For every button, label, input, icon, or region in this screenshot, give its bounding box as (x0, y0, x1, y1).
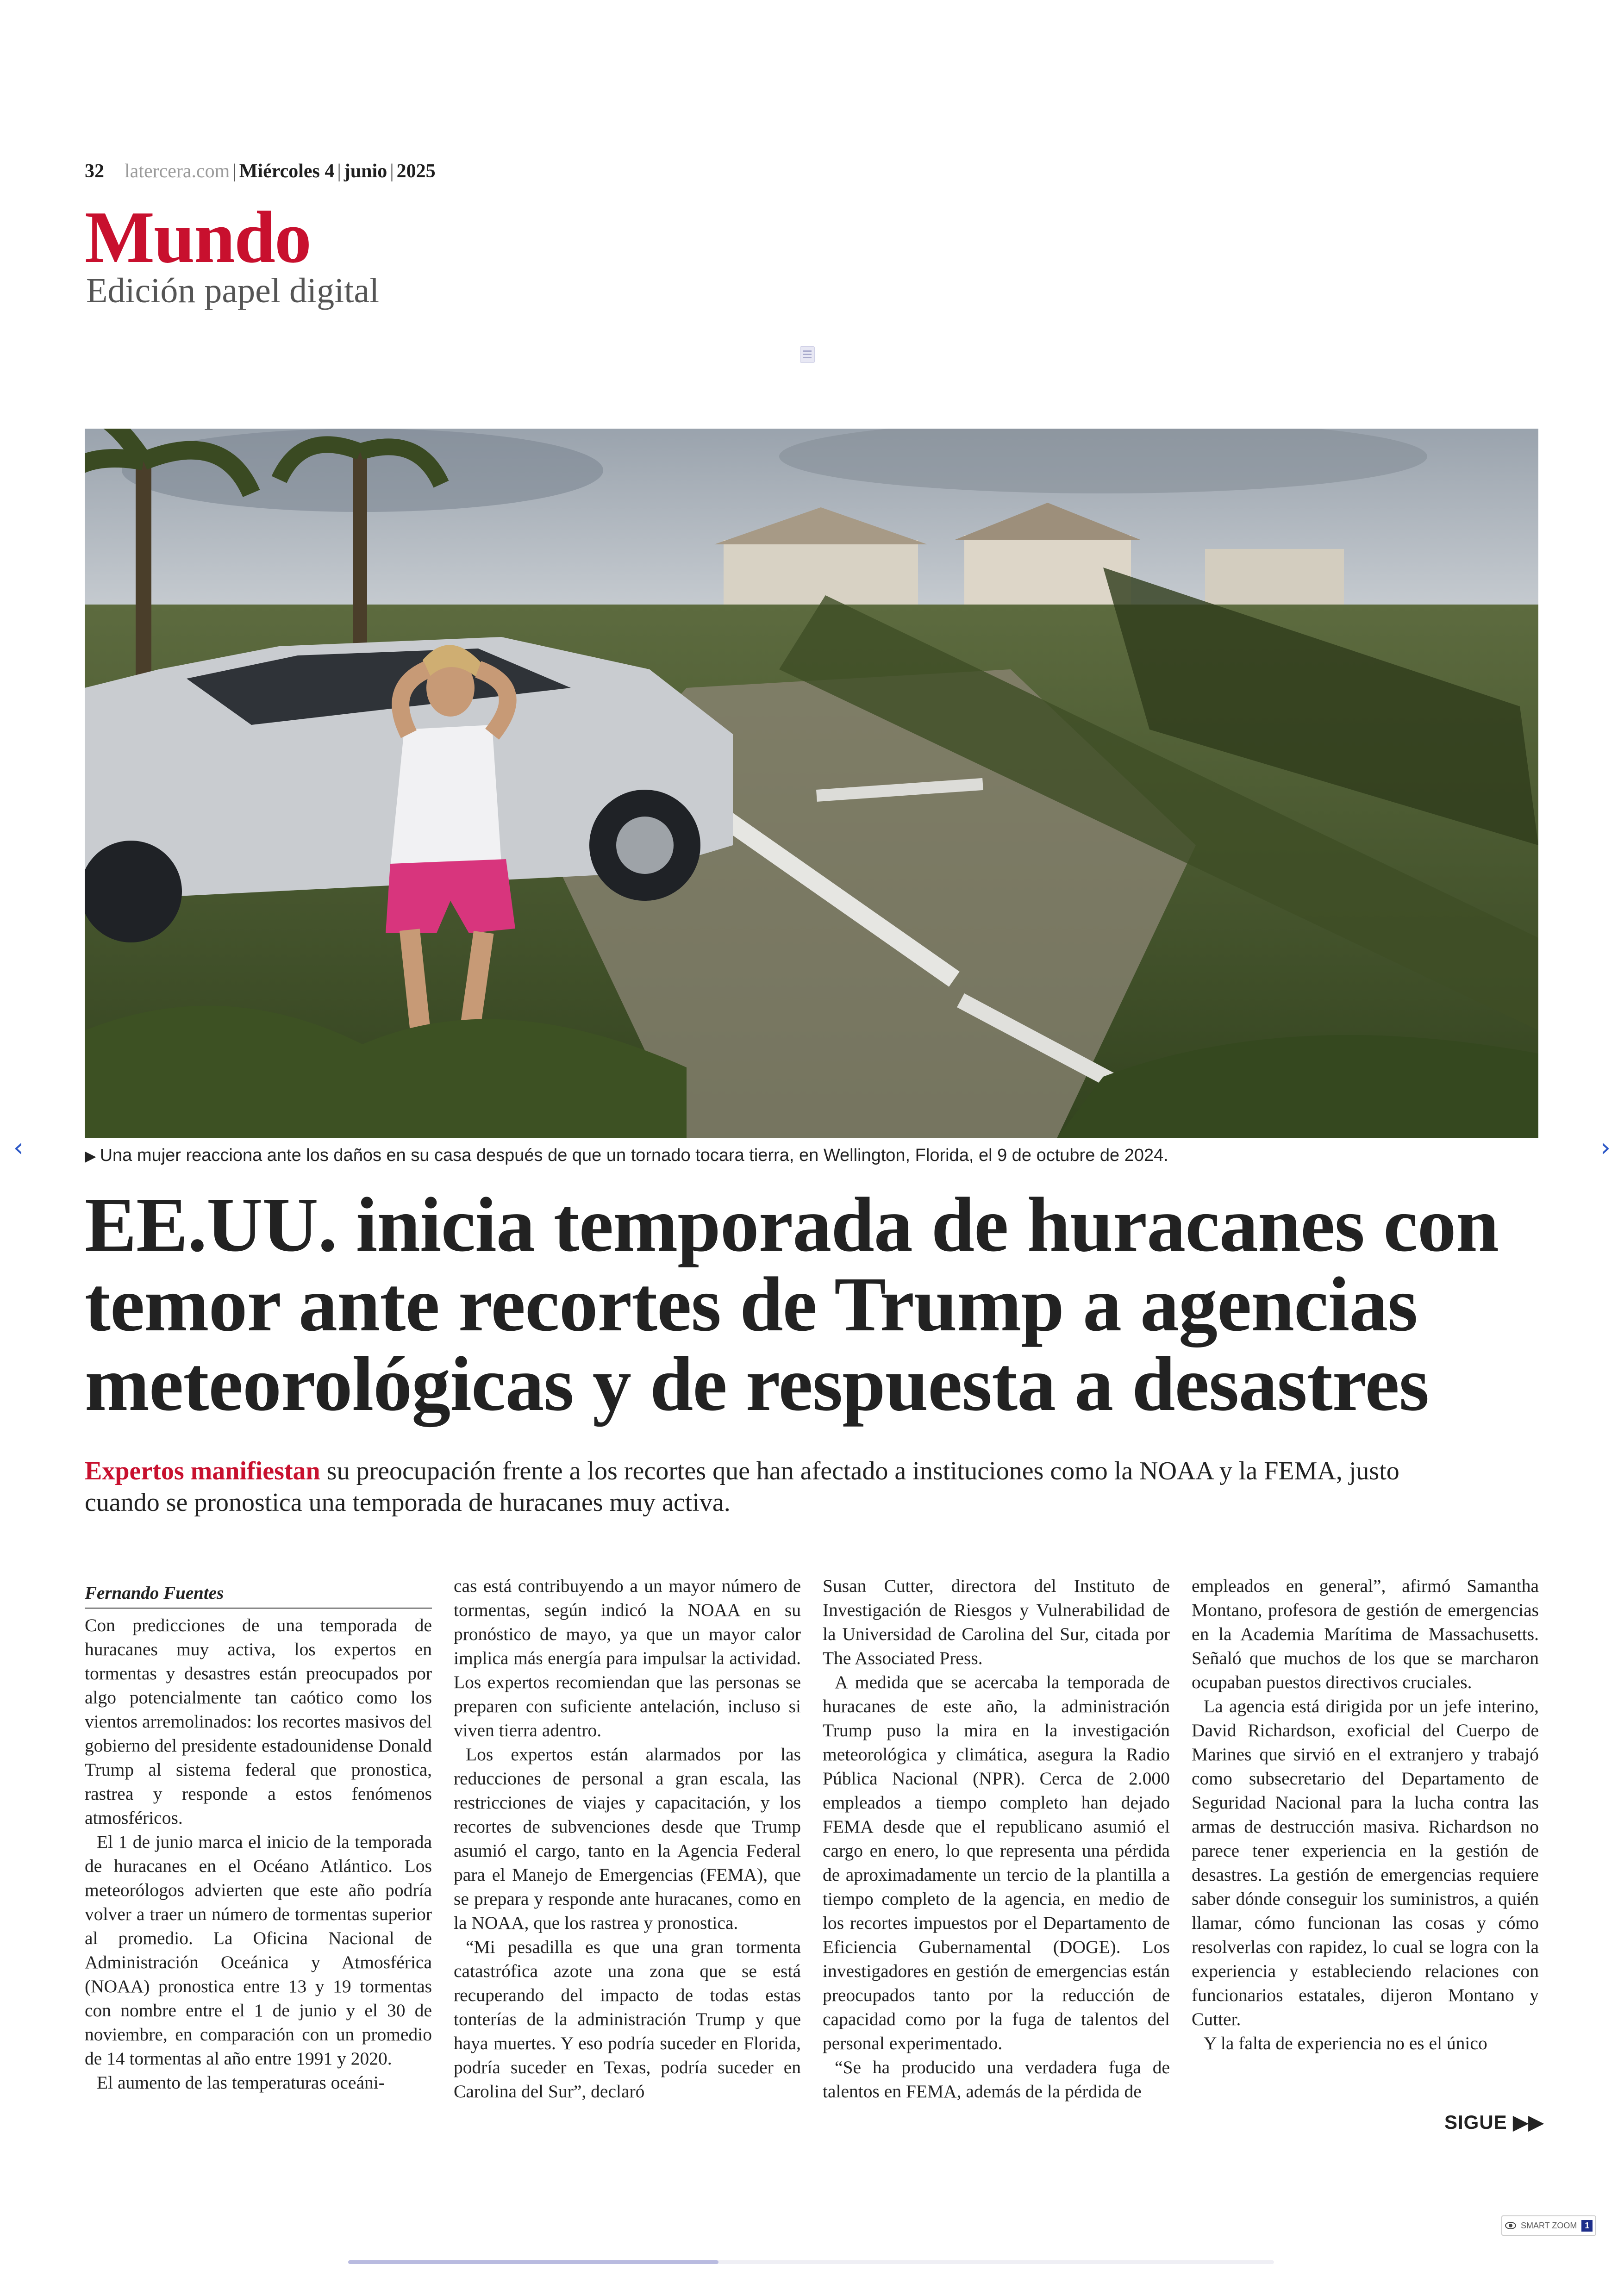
article-column-3 (823, 1574, 1170, 2103)
previous-page-chevron-icon[interactable]: ‹ (13, 1133, 24, 1163)
section-title: Mundo (85, 196, 311, 278)
caption-text: Una mujer reacciona ante los daños en su casa después de que un tornado tocara tierra, en Wellington, Florida, el 9 de octubre de 2024. (100, 1146, 1168, 1165)
date-weekday: Miércoles 4 (239, 161, 335, 182)
continue-label: SIGUE ▶▶ (1444, 2111, 1544, 2133)
paragraph: El 1 de junio marca el inicio de la temporada de huracanes en el Océano Atlántico. Los meteorólogos advierten que este año podría volver a traer un número de tormentas superior al promedio. La Oficina Nacional de Administración Oceánica y Atmosférica (NOAA) pronostica entre 13 y 19 tormentas con nombre entre el 1 de junio y el 30 de noviembre, en comparación con un promedio de 14 tormentas al año entre 1991 y 2020. (85, 1832, 432, 2069)
paragraph: A medida que se acercaba la temporada de huracanes de este año, la administración Trump puso la mira en la investigación meteorológica y climática, asegura la Radio Pública Nacional (NPR). Cerca de 2.000 empleados a tiempo completo han dejado FEMA desde que el republicano asumió el cargo en enero, lo que representa una pérdida de aproximadamente un tercio de la plantilla a tiempo completo de la agencia, en medio de los recortes impuestos por el Departamento de Eficiencia Gubernamental (DOGE). Los investigadores en gestión de emergencias están preocupados tanto por la reducción de capacidad como por la fuga de talentos del personal experimentado. (823, 1672, 1170, 2053)
smart-zoom-button[interactable] (1501, 2215, 1596, 2236)
paragraph: El aumento de las temperaturas oceáni- (97, 2072, 385, 2093)
page-folio (85, 160, 436, 182)
next-page-chevron-icon[interactable]: › (1600, 1133, 1611, 1163)
paragraph: empleados en general”, afirmó Samantha Montano, profesora de gestión de emergencias en la Academia Marítima de Massachusetts. Señaló que muchos de los que se marcharon ocupaban puestos directivos cruciales. (1192, 1576, 1539, 1692)
paragraph: La agencia está dirigida por un jefe interino, David Richardson, exoficial del Cuerpo de Marines que sirvió en el extranjero y trabajó como subsecretario del Departamento de Seguridad Nacional para la lucha contra las armas de destrucción masiva. Richardson no parece tener experiencia en la gestión de desastres. La gestión de emergencias requiere saber dónde conseguir los suministros, a quién llamar, cómo funcionan las cosas y cómo resolverlas con rapidez, lo cual se logra con la experiencia y estableciendo relaciones con funcionarios estatales, dijeron Montano y Cutter. (1192, 1696, 1539, 2029)
folio-separator: | (337, 161, 341, 182)
paragraph: “Se ha producido una verdadera fuga de talentos en FEMA, además de la pérdida de (823, 2057, 1170, 2102)
article-photo (85, 429, 1538, 1138)
byline: Fernando Fuentes (85, 1581, 432, 1609)
page-progress-fill (348, 2260, 718, 2264)
page-number: 32 (85, 161, 104, 182)
deck-lead: Expertos manifiestan (85, 1457, 320, 1485)
folio-separator: | (390, 161, 394, 182)
date-year: 2025 (396, 161, 436, 182)
paragraph: Susan Cutter, directora del Instituto de Investigación de Riesgos y Vulnerabilidad de la Universidad de Carolina del Sur, citada por The Associated Press. (823, 1576, 1170, 1668)
paragraph: cas está contribuyendo a un mayor número de tormentas, según indicó la NOAA en su pronóstico de mayo, ya que un mayor calor implica más energía para impulsar la actividad. Los expertos recomiendan que las personas se preparen con suficiente antelación, incluso si viven tierra adentro. (454, 1576, 801, 1740)
date-month: junio (344, 161, 387, 182)
site-name: latercera.com (125, 161, 230, 182)
paragraph: Y la falta de experiencia no es el único (1204, 2033, 1487, 2053)
article-column-4 (1192, 1574, 1539, 2055)
eye-icon (1505, 2222, 1516, 2229)
paragraph: Con predicciones de una temporada de huracanes muy activa, los expertos en tormentas y desastres están preocupados por algo potencialmente tan caótico como los vientos arremolinados: los recortes masivos del gobierno del presidente estadounidense Donald Trump al sistema federal que pronostica, rastrea y responde a estos fenómenos atmosféricos. (85, 1615, 432, 1828)
page-progress-bar[interactable] (348, 2260, 1274, 2264)
article-column-2 (454, 1574, 801, 2103)
caption-marker-icon: ▶ (85, 1148, 96, 1164)
smart-zoom-label: SMART ZOOM (1521, 2220, 1577, 2230)
paragraph: “Mi pesadilla es que una gran tormenta catastrófica azote una zona que se está recuperando del impacto de todas estas tonterías de la administración Trump y que haya muertes. Y eso podría suceder en Florida, podría suceder en Texas, podría suceder en Carolina del Sur”, declaró (454, 1937, 801, 2102)
smart-zoom-value: 1 (1581, 2220, 1593, 2232)
article-deck (85, 1455, 1474, 1518)
storm-damage-photo (85, 429, 1538, 1138)
paragraph: Los expertos están alarmados por las reducciones de personal a gran escala, las restricciones de viajes y capacitación, y los recortes de subvenciones desde que Trump asumió el cargo, tanto en la Agencia Federal para el Manejo de Emergencias (FEMA), que se prepara y responde ante huracanes, como en la NOAA, que los rastrea y pronostica. (454, 1744, 801, 1933)
article-column-1 (85, 1581, 432, 2095)
page-marker-icon (800, 346, 815, 363)
deck-text: su preocupación frente a los recortes que han afectado a instituciones como la NOAA y la FEMA, justo cuando se pronostica una temporada de huracanes muy activa. (85, 1457, 1399, 1517)
folio-separator: | (232, 161, 237, 182)
article-headline: EE.UU. inicia temporada de huracanes con temor ante recortes de Trump a agencias meteorológicas y de respuesta a desastres (85, 1182, 1499, 1427)
edition-label: Edición papel digital (86, 271, 380, 310)
photo-caption (85, 1146, 1168, 1166)
